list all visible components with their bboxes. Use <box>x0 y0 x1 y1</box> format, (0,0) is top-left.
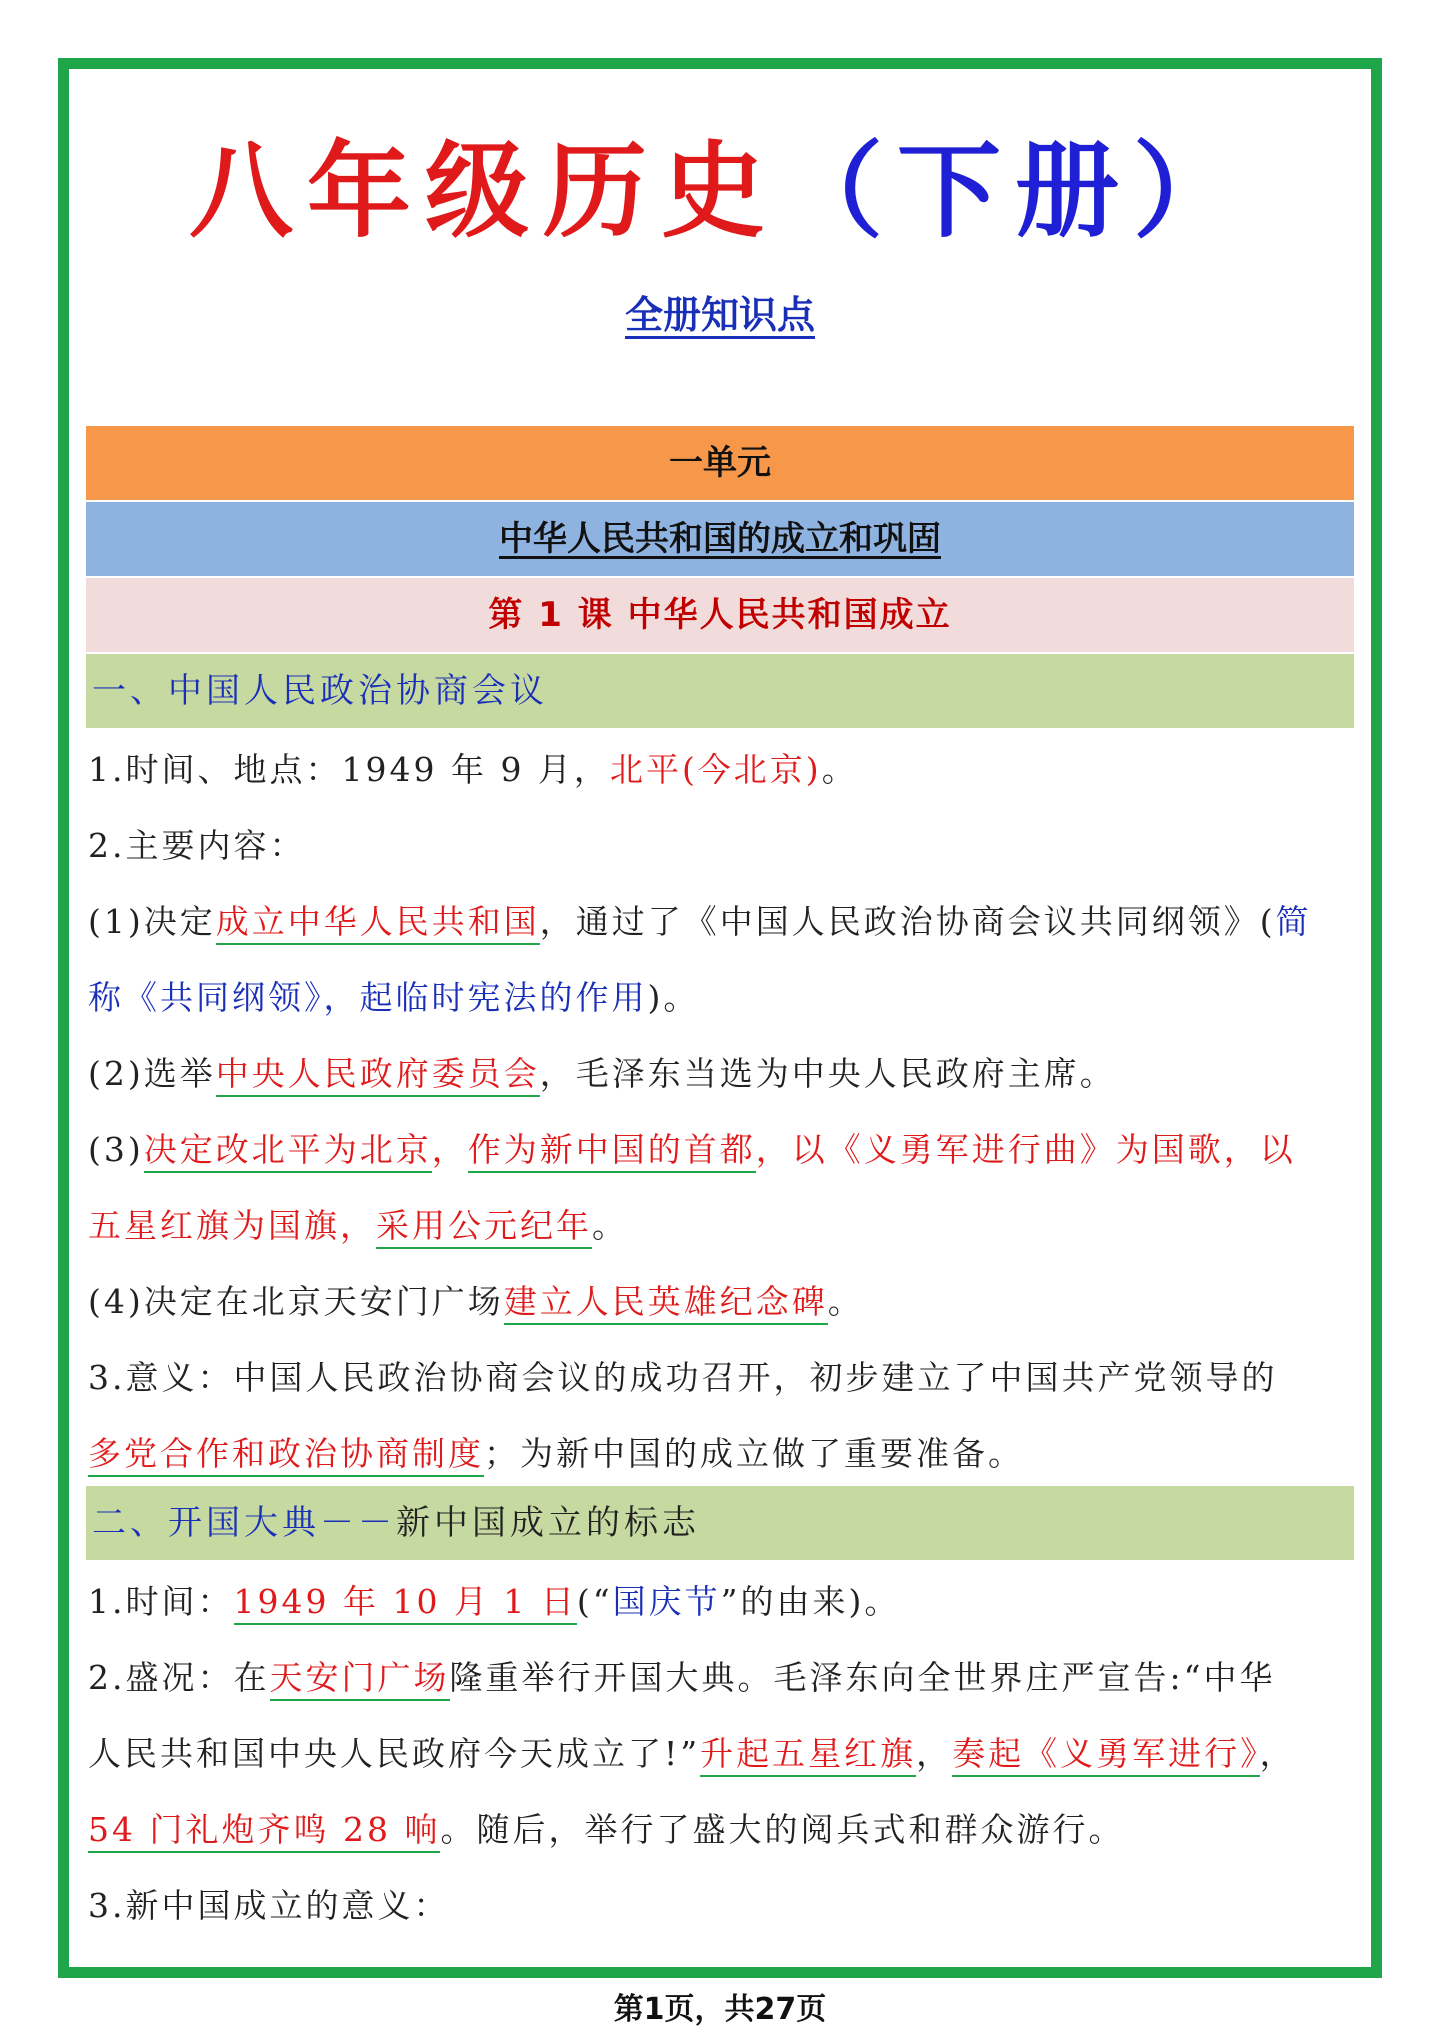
text-span: ；为新中国的成立做了重要准备。 <box>484 1434 1024 1473</box>
highlight-text: 中央人民政府委员会 <box>216 1054 540 1097</box>
highlight-text: 简 <box>1275 902 1312 941</box>
section-heading-2 <box>86 1486 1354 1560</box>
highlight-text: 奏起《义勇军进行》 <box>952 1734 1260 1777</box>
text-span: ， <box>916 1734 953 1773</box>
highlight-text: 多党合作和政治协商制度 <box>88 1434 484 1477</box>
text-line <box>88 1806 1354 1854</box>
text-span: (3) <box>88 1130 144 1169</box>
highlight-text: 成立中华人民共和国 <box>216 902 540 945</box>
lesson-header: 第 1 课 中华人民共和国成立 <box>86 578 1354 652</box>
text-span: ，通过了《中国人民政治协商会议共同纲领》( <box>539 902 1276 941</box>
page-title <box>0 126 1440 256</box>
text-span: 。随后，举行了盛大的阅兵式和群众游行。 <box>440 1810 1125 1849</box>
text-span: 1.时间、地点：1949 年 9 月， <box>88 750 610 789</box>
title-volume: （下册） <box>779 130 1252 252</box>
highlight-text: 称《共同纲领》，起临时宪法的作用 <box>88 978 648 1017</box>
text-line <box>88 1202 1354 1250</box>
text-span: (1)决定 <box>88 902 216 941</box>
text-line: 3.新中国成立的意义： <box>88 1886 450 1925</box>
text-line <box>88 898 1354 946</box>
text-span: 1.时间： <box>88 1582 234 1621</box>
title-main: 八年级历史 <box>188 130 779 252</box>
text-span: 。 <box>821 750 858 789</box>
highlight-text: 升起五星红旗 <box>700 1734 916 1777</box>
highlight-text: ， <box>431 1130 468 1169</box>
highlight-text: 北平(今北京) <box>609 750 822 789</box>
text-line <box>88 1578 1354 1626</box>
section-heading-1: 一、中国人民政治协商会议 <box>86 654 1354 728</box>
text-span: (4)决定在北京天安门广场 <box>88 1282 504 1321</box>
highlight-text: 54 门礼炮齐鸣 28 响 <box>88 1810 440 1853</box>
page-footer: 第1页，共27页 <box>613 1992 827 2027</box>
highlight-text: 天安门广场 <box>270 1658 450 1701</box>
text-span: )。 <box>647 978 700 1017</box>
text-line <box>88 1654 1354 1702</box>
text-line <box>88 1278 1354 1326</box>
text-line <box>88 1050 1354 1098</box>
text-span: ，毛泽东当选为中央人民政府主席。 <box>539 1054 1116 1093</box>
text-line: 2.主要内容： <box>88 826 306 865</box>
section-heading-prefix: 二、开国大典－－ <box>92 1503 396 1543</box>
text-span: (“ <box>576 1582 613 1621</box>
unit-header: 一单元 <box>86 426 1354 500</box>
highlight-text: 作为新中国的首都 <box>468 1130 756 1173</box>
highlight-text: ，以《义勇军进行曲》为国歌，以 <box>755 1130 1296 1169</box>
highlight-text: 1949 年 10 月 1 日 <box>234 1582 577 1625</box>
text-span: ， <box>1259 1734 1296 1773</box>
highlight-text: 五星红旗为国旗， <box>88 1206 376 1245</box>
highlight-text: 采用公元纪年 <box>376 1206 592 1249</box>
text-span: 。 <box>592 1206 628 1245</box>
text-span: ”的由来)。 <box>720 1582 901 1621</box>
highlight-text: 建立人民英雄纪念碑 <box>504 1282 828 1325</box>
text-line: 3.意义：中国人民政治协商会议的成功召开，初步建立了中国共产党领导的 <box>88 1358 1278 1397</box>
section-heading-text: 新中国成立的标志 <box>396 1503 700 1543</box>
text-line <box>88 1730 1354 1778</box>
text-span: 2.盛况：在 <box>88 1658 270 1697</box>
text-line <box>88 1430 1354 1478</box>
text-span: 。 <box>827 1282 864 1321</box>
text-span: 人民共和国中央人民政府今天成立了!” <box>88 1734 701 1773</box>
chapter-header <box>86 502 1354 576</box>
chapter-title: 中华人民共和国的成立和巩固 <box>499 519 941 559</box>
highlight-text: 决定改北平为北京 <box>144 1130 432 1173</box>
text-span: (2)选举 <box>88 1054 216 1093</box>
text-line <box>88 746 1354 794</box>
text-line <box>88 974 1354 1022</box>
highlight-text: 国庆节 <box>612 1582 721 1621</box>
page-subtitle: 全册知识点 <box>624 293 815 337</box>
text-span: 隆重举行开国大典。毛泽东向全世界庄严宣告:“中华 <box>449 1658 1276 1697</box>
text-line <box>88 1126 1354 1174</box>
